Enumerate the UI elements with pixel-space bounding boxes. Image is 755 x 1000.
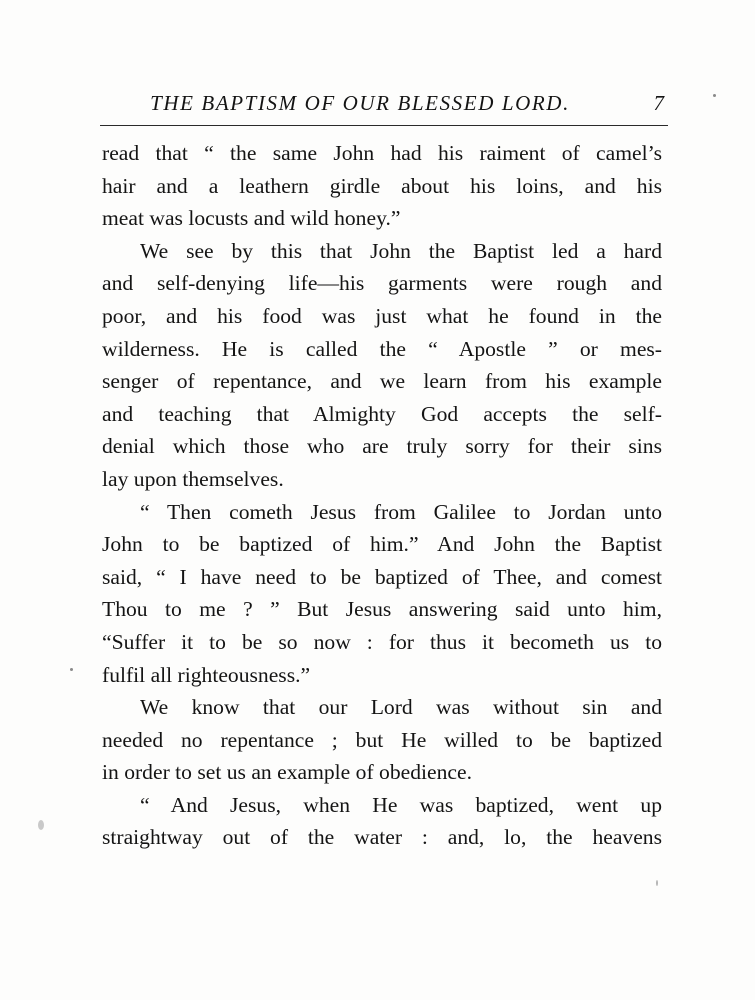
text-line: read that “ the same John had his raiment of camel’s [102, 141, 662, 165]
paragraph [102, 691, 662, 789]
body-text [102, 137, 662, 854]
scan-speck [656, 880, 658, 886]
text-line: needed no repentance ; but He willed to be baptized [102, 727, 662, 752]
text-line: “Suffer it to be so now : for thus it becometh us to [102, 629, 662, 654]
text-line: John to be baptized of him.” And John the Baptist [102, 532, 662, 557]
text-line: and teaching that Almighty God accepts the self- [102, 401, 662, 426]
paragraph [102, 789, 662, 854]
text-line: “ Then cometh Jesus from Galilee to Jordan unto [140, 499, 662, 524]
text-line: We know that our Lord was without sin and [140, 695, 662, 720]
text-line: “ And Jesus, when He was baptized, went up [140, 792, 662, 817]
text-line: denial which those who are truly sorry for their sins [102, 434, 662, 459]
running-title: THE BAPTISM OF OUR BLESSED LORD. [150, 91, 570, 115]
scan-speck [38, 820, 44, 830]
paragraph [102, 137, 662, 235]
text-line: straightway out of the water : and, lo, the heavens [102, 825, 662, 850]
text-line: Thou to me ? ” But Jesus answering said unto him, [102, 597, 662, 622]
paragraph [102, 235, 662, 496]
paragraph [102, 496, 662, 692]
text-line: in order to set us an example of obedience. [102, 760, 472, 785]
text-line: lay upon themselves. [102, 466, 284, 491]
text-line: fulfil all righteousness.” [102, 662, 311, 687]
text-line: said, “ I have need to be baptized of Thee, and comest [102, 564, 662, 589]
text-line: meat was locusts and wild honey.” [102, 206, 401, 231]
running-head [100, 88, 670, 122]
scan-speck [70, 668, 73, 671]
text-line: We see by this that John the Baptist led a hard [140, 238, 662, 263]
text-line: poor, and his food was just what he found in the [102, 303, 662, 328]
scan-speck [713, 94, 716, 97]
header-rule [100, 125, 668, 126]
text-line: hair and a leathern girdle about his loins, and his [102, 173, 662, 198]
text-line: wilderness. He is called the “ Apostle ” or mes- [102, 336, 662, 361]
page-number: 7 [653, 91, 664, 115]
text-line: senger of repentance, and we learn from his example [102, 369, 662, 394]
text-line: and self-denying life—his garments were rough and [102, 271, 662, 296]
